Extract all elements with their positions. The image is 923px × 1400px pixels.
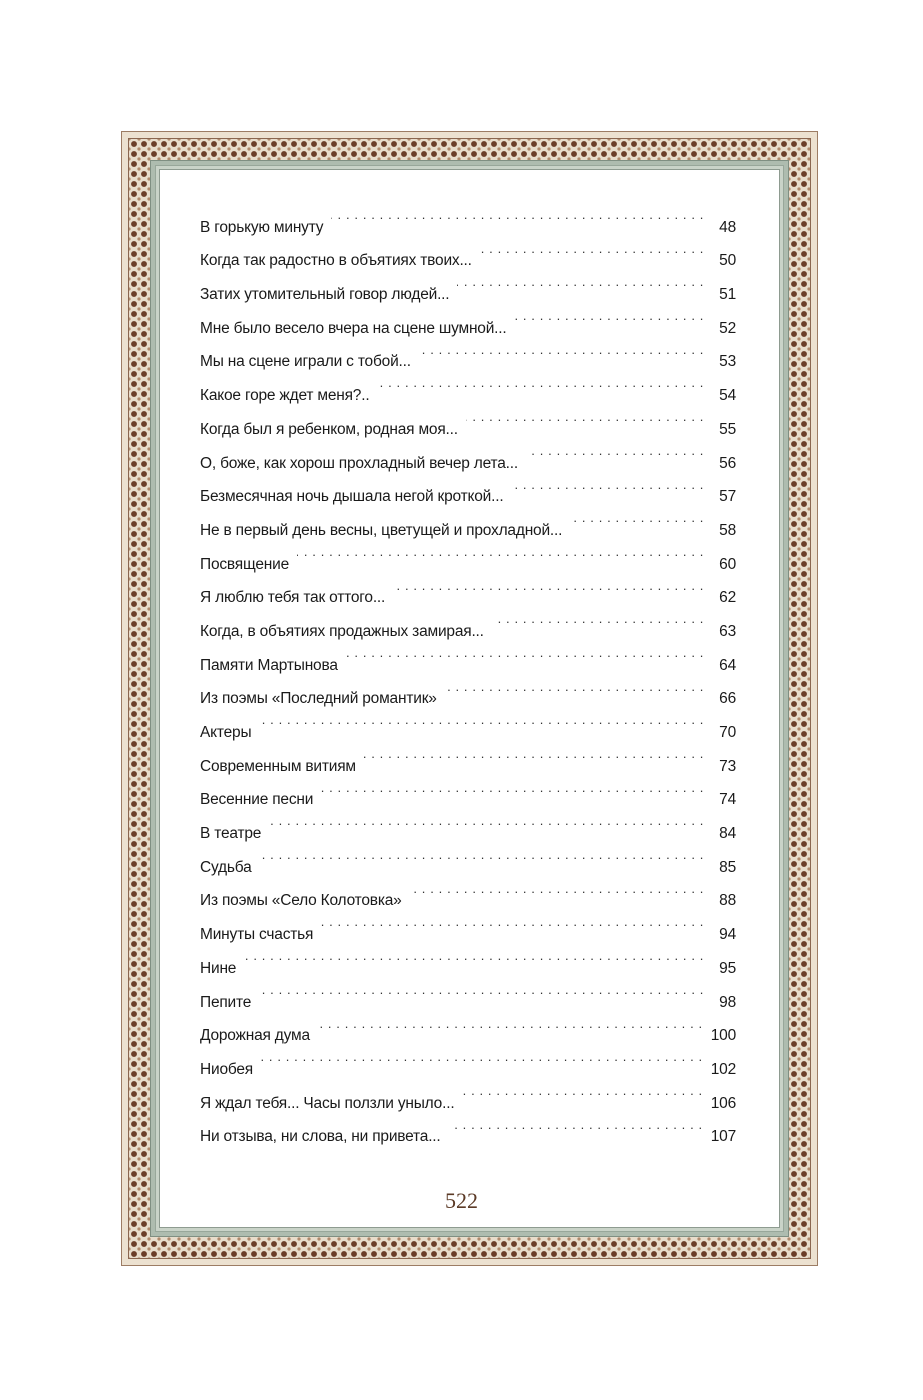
toc-dot-leader <box>261 1040 703 1074</box>
page-number: 522 <box>445 1188 478 1213</box>
toc-page-number: 102 <box>710 1060 736 1078</box>
toc-page-number: 98 <box>719 993 736 1011</box>
toc-dot-leader <box>492 602 704 636</box>
toc-page-number: 51 <box>719 286 736 304</box>
toc-page-number: 100 <box>710 1027 736 1045</box>
toc-title: Безмесячная ночь дышала негой кроткой... <box>200 488 504 506</box>
toc-title: Из поэмы «Последний романтик» <box>200 690 437 708</box>
toc-entry <box>200 872 736 910</box>
toc-title: Актеры <box>200 724 252 741</box>
toc-title: Дорожная дума <box>200 1027 310 1045</box>
toc-dot-leader <box>259 703 704 737</box>
toc-dot-leader <box>480 232 704 266</box>
toc-page-number: 55 <box>719 420 736 438</box>
toc-page-number: 84 <box>719 825 736 843</box>
toc-page-number: 64 <box>719 656 736 674</box>
toc-dot-leader <box>511 468 704 502</box>
toc-dot-leader <box>393 569 704 603</box>
toc-dot-leader <box>457 265 704 299</box>
toc-entry <box>200 737 736 775</box>
toc-dot-leader <box>244 939 704 973</box>
toc-page-number: 54 <box>719 387 736 405</box>
toc-page-number: 50 <box>719 252 736 270</box>
toc-title: Мне было весело вчера на сцене шумной... <box>200 319 507 337</box>
toc-title: Современным витиям <box>200 757 356 775</box>
toc-title: В театре <box>200 825 262 843</box>
toc-page-number: 52 <box>719 319 736 337</box>
toc-title: Весенние песни <box>200 791 314 809</box>
toc-page-number: 74 <box>719 791 736 809</box>
toc-dot-leader <box>449 1108 703 1142</box>
toc-title: Ни отзыва, ни слова, ни привета... <box>200 1128 441 1146</box>
toc-dot-leader <box>377 366 704 400</box>
toc-page-number: 58 <box>719 521 736 539</box>
toc-dot-leader <box>526 434 704 468</box>
toc-dot-leader <box>321 905 704 939</box>
toc-title: В горькую минуту <box>200 218 324 236</box>
toc-dot-leader <box>462 1074 702 1108</box>
toc-page-number: 57 <box>719 488 736 506</box>
toc-page-number: 60 <box>719 555 736 573</box>
toc-dot-leader <box>570 501 704 535</box>
toc-title: Нине <box>200 959 237 977</box>
table-of-contents <box>200 198 736 1146</box>
toc-dot-leader <box>331 198 704 232</box>
toc-page-number: 63 <box>719 622 736 640</box>
toc-entry <box>200 198 736 236</box>
toc-title: Когда так радостно в объятиях твоих... <box>200 252 472 270</box>
toc-dot-leader <box>259 973 704 1007</box>
toc-page-number: 66 <box>719 690 736 708</box>
toc-title: Затих утомительный говор людей... <box>200 286 450 304</box>
toc-title: Не в первый день весны, цветущей и прохладной... <box>200 521 563 539</box>
toc-page-number: 106 <box>710 1094 736 1112</box>
toc-title: Когда был я ребенком, родная моя... <box>200 420 458 438</box>
toc-entry <box>200 1040 736 1078</box>
toc-title: Я люблю тебя так оттого... <box>200 589 386 607</box>
toc-page-number: 73 <box>719 757 736 775</box>
toc-page-number: 70 <box>719 724 736 741</box>
toc-dot-leader <box>515 299 705 333</box>
toc-page-number: 56 <box>719 454 736 472</box>
toc-page-number: 94 <box>719 926 736 944</box>
toc-entry <box>200 973 736 1011</box>
toc-title: Когда, в объятиях продажных замирая... <box>200 622 484 640</box>
toc-title: Минуты счастья <box>200 926 314 944</box>
toc-page-number: 85 <box>719 858 736 876</box>
toc-dot-leader <box>269 804 704 838</box>
toc-dot-leader <box>466 400 704 434</box>
toc-entry <box>200 703 736 741</box>
toc-title: О, боже, как хорош прохладный вечер лета... <box>200 454 518 472</box>
toc-entry <box>200 804 736 843</box>
toc-entry <box>200 1074 736 1112</box>
toc-dot-leader <box>445 670 704 704</box>
toc-dot-leader <box>321 771 704 805</box>
toc-title: Пепите <box>200 993 252 1011</box>
toc-dot-leader <box>419 333 704 367</box>
toc-page-number: 88 <box>719 892 736 910</box>
toc-page-number: 48 <box>719 218 736 236</box>
toc-dot-leader <box>346 636 704 670</box>
toc-dot-leader <box>318 1007 703 1041</box>
toc-title: Из поэмы «Село Колотовка» <box>200 892 402 910</box>
toc-title: Посвящение <box>200 555 290 573</box>
toc-page-number: 53 <box>719 353 736 371</box>
toc-dot-leader <box>297 535 704 569</box>
toc-page-number: 62 <box>719 589 736 607</box>
toc-title: Какое горе ждет меня?.. <box>200 387 370 405</box>
toc-entry <box>200 838 736 876</box>
toc-title: Памяти Мартынова <box>200 656 338 674</box>
toc-page-number: 95 <box>719 959 736 977</box>
toc-title: Судьба <box>200 858 252 876</box>
toc-entry <box>200 939 736 977</box>
toc-title: Я ждал тебя... Часы ползли уныло... <box>200 1094 455 1112</box>
toc-dot-leader <box>410 872 704 906</box>
toc-page-number: 107 <box>710 1128 736 1146</box>
toc-entry <box>200 1007 736 1045</box>
toc-dot-leader <box>364 737 704 771</box>
toc-title: Ниобея <box>200 1060 253 1078</box>
toc-title: Мы на сцене играли с тобой... <box>200 353 411 371</box>
toc-dot-leader <box>260 838 705 872</box>
